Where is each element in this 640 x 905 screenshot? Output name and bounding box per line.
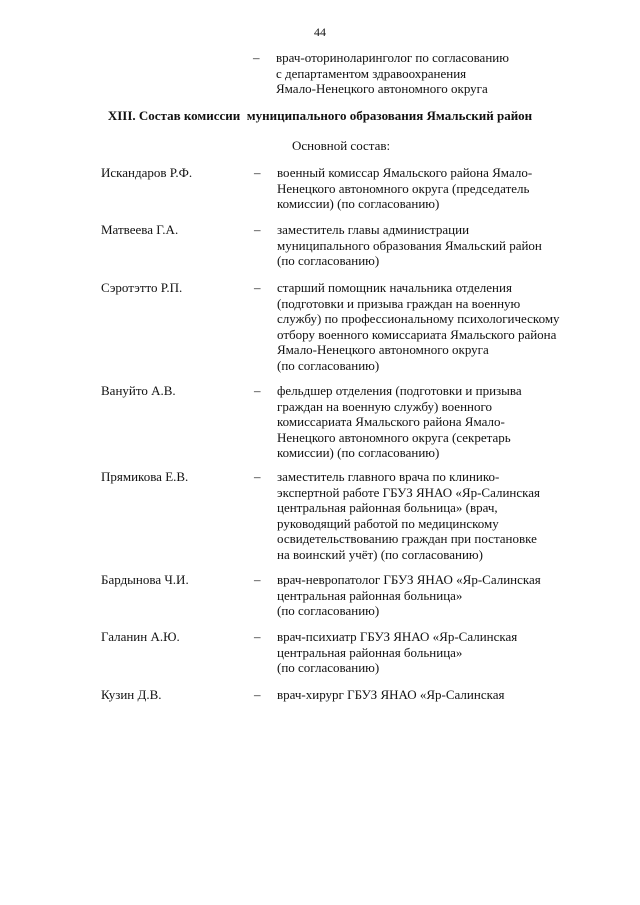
member-role-line: заместитель главы администрации	[277, 222, 470, 237]
member-role	[277, 280, 611, 373]
member-entry	[101, 572, 611, 619]
member-role	[277, 629, 611, 676]
member-dash: –	[254, 629, 261, 644]
member-role-line: (по согласованию)	[277, 603, 380, 618]
member-dash: –	[254, 165, 261, 180]
member-entry	[101, 629, 611, 676]
member-role-line: центральная районная больница»	[277, 644, 463, 660]
member-role-line: (подготовки и призыва граждан на военную	[277, 295, 521, 311]
member-role-line: старший помощник начальника отделения	[277, 280, 512, 295]
continuation-line: Ямало-Ненецкого автономного округа	[276, 81, 488, 96]
member-role-line: (по согласованию)	[277, 253, 380, 268]
member-dash: –	[254, 687, 261, 702]
member-role-line: Ненецкого автономного округа (председатель	[277, 180, 530, 196]
member-role-line: освидетельствованию граждан при постановке	[277, 531, 537, 546]
member-role-line: муниципального образования Ямальский район	[277, 237, 542, 253]
member-name: Искандаров Р.Ф.	[101, 165, 193, 180]
member-entry	[101, 280, 611, 373]
member-entry	[101, 165, 611, 212]
member-dash: –	[254, 383, 261, 398]
member-role	[277, 222, 611, 269]
member-entry	[101, 687, 611, 703]
member-role-line: центральная районная больница»	[277, 587, 463, 603]
member-role-line: комиссариата Ямальского района Ямало-	[277, 414, 505, 429]
continuation-entry	[253, 50, 613, 97]
section-subheading: Основной состав:	[292, 138, 391, 153]
member-role-line: Ямало-Ненецкого автономного округа	[277, 342, 489, 357]
member-name: Сэротэтто Р.П.	[101, 280, 183, 295]
member-role	[277, 687, 611, 703]
member-dash: –	[254, 222, 261, 237]
member-role-line: заместитель главного врача по клинико-	[277, 469, 500, 484]
member-role-line: (по согласованию)	[277, 660, 380, 675]
member-entry	[101, 383, 611, 461]
member-entry	[101, 469, 611, 562]
member-role-line: комиссии) (по согласованию)	[277, 196, 440, 211]
member-role-line: врач-невропатолог ГБУЗ ЯНАО «Яр-Салинская	[277, 572, 541, 587]
member-role	[277, 165, 611, 212]
member-entry	[101, 222, 611, 269]
member-role-line: фельдшер отделения (подготовки и призыва	[277, 383, 522, 398]
member-role-line: военный комиссар Ямальского района Ямало-	[277, 165, 533, 180]
member-dash: –	[254, 572, 261, 587]
member-role-line: руководящий работой по медицинскому	[277, 515, 499, 531]
member-name: Кузин Д.В.	[101, 687, 162, 702]
member-name: Прямикова Е.В.	[101, 469, 189, 484]
member-role-line: врач-хирург ГБУЗ ЯНАО «Яр-Салинская	[277, 687, 505, 702]
member-dash: –	[254, 469, 261, 484]
continuation-line: врач-оториноларинголог по согласованию	[276, 50, 509, 65]
member-name: Бардынова Ч.И.	[101, 572, 189, 587]
member-role-line: комиссии) (по согласованию)	[277, 445, 440, 460]
member-role-line: отбору военного комиссариата Ямальского района	[277, 326, 557, 342]
member-role	[277, 572, 611, 619]
member-name: Галанин А.Ю.	[101, 629, 180, 644]
member-name: Матвеева Г.А.	[101, 222, 179, 237]
member-role-line: на воинский учёт) (по согласованию)	[277, 546, 483, 562]
member-role	[277, 383, 611, 461]
continuation-dash: –	[253, 50, 260, 65]
member-dash: –	[254, 280, 261, 295]
member-name: Вануйто А.В.	[101, 383, 176, 398]
continuation-line: с департаментом здравоохранения	[276, 65, 467, 81]
member-role-line: (по согласованию)	[277, 357, 380, 373]
section-heading: XIII. Состав комиссии муниципального образования Ямальский район	[107, 108, 533, 123]
member-role-line: граждан на военную службу) военного	[277, 398, 493, 414]
member-role-line: службу) по профессиональному психологическому	[277, 311, 560, 326]
member-role-line: врач-психиатр ГБУЗ ЯНАО «Яр-Салинская	[277, 629, 518, 644]
member-role	[277, 469, 611, 562]
page-number: 44	[314, 25, 326, 39]
continuation-text	[276, 50, 613, 97]
member-role-line: Ненецкого автономного округа (секретарь	[277, 429, 511, 445]
member-role-line: центральная районная больница» (врач,	[277, 500, 498, 515]
member-role-line: экспертной работе ГБУЗ ЯНАО «Яр-Салинская	[277, 484, 541, 500]
